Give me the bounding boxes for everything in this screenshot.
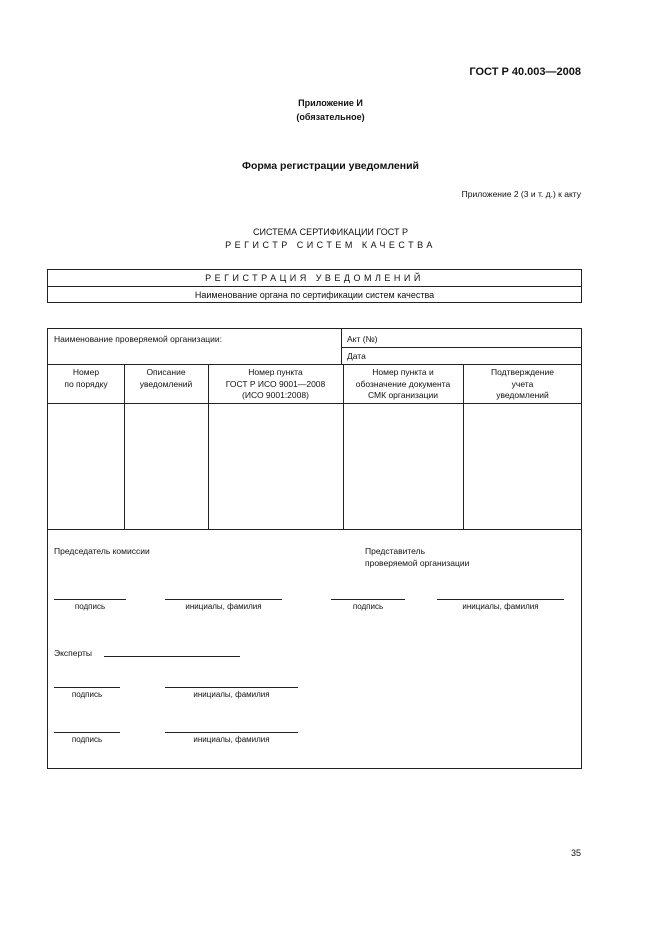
system-line1: СИСТЕМА СЕРТИФИКАЦИИ ГОСТ Р — [253, 227, 408, 237]
initials-line — [165, 732, 298, 733]
experts-line — [104, 656, 240, 657]
annex-reference: Приложение 2 (3 и т. д.) к акту — [461, 189, 581, 199]
signature-line — [54, 732, 120, 733]
appendix-heading — [0, 96, 661, 124]
signature-line — [54, 687, 120, 688]
system-line2: РЕГИСТР СИСТЕМ КАЧЕСТВА — [225, 240, 436, 250]
act-number-label: Акт (№) — [347, 334, 378, 344]
initials-line — [165, 687, 298, 688]
register-box — [47, 269, 582, 303]
appendix-line1: Приложение И — [298, 98, 363, 108]
date-label: Дата — [347, 351, 366, 361]
register-subtitle: Наименование органа по сертификации систем качества — [194, 290, 435, 300]
signature-caption: подпись — [352, 602, 384, 611]
form-title: Форма регистрации уведомлений — [242, 160, 419, 172]
experts-label: Эксперты — [54, 648, 93, 658]
initials-caption: инициалы, фамилия — [462, 602, 539, 611]
divider — [48, 529, 581, 530]
initials-line — [437, 599, 564, 600]
col-header-description: Описание уведомлений — [139, 367, 193, 389]
signature-line — [54, 599, 126, 600]
notification-table — [47, 328, 582, 769]
appendix-line2: (обязательное) — [296, 112, 365, 122]
col-header-gost-clause: Номер пункта ГОСТ Р ИСО 9001—2008 (ИСО 9001:2008) — [225, 367, 326, 400]
chairman-label: Председатель комиссии — [54, 546, 150, 556]
representative-line1: Представитель — [365, 546, 426, 556]
divider — [124, 364, 125, 529]
col-header-qms-document: Номер пункта и обозначение документа СМК организации — [355, 367, 451, 400]
register-title: РЕГИСТРАЦИЯ УВЕДОМЛЕНИЙ — [48, 270, 581, 287]
col-header-confirmation: Подтверждение учета уведомлений — [491, 367, 554, 400]
page-number: 35 — [570, 848, 581, 858]
initials-caption: инициалы, фамилия — [193, 690, 270, 699]
standard-designation: ГОСТ Р 40.003—2008 — [469, 66, 581, 78]
signature-caption: подпись — [74, 602, 106, 611]
org-name-label: Наименование проверяемой организации: — [54, 334, 223, 344]
divider — [463, 364, 464, 529]
divider — [208, 364, 209, 529]
signature-line — [331, 599, 405, 600]
signature-caption: подпись — [71, 735, 103, 744]
initials-line — [165, 599, 282, 600]
initials-caption: инициалы, фамилия — [185, 602, 262, 611]
representative-label — [365, 545, 469, 569]
signature-caption: подпись — [71, 690, 103, 699]
divider — [48, 403, 581, 404]
divider — [48, 364, 581, 365]
divider — [343, 364, 344, 529]
representative-line2: проверяемой организации — [365, 558, 470, 568]
initials-caption: инициалы, фамилия — [193, 735, 270, 744]
certification-system — [0, 226, 661, 252]
divider — [341, 347, 581, 348]
col-header-number: Номер по порядку — [64, 367, 108, 389]
